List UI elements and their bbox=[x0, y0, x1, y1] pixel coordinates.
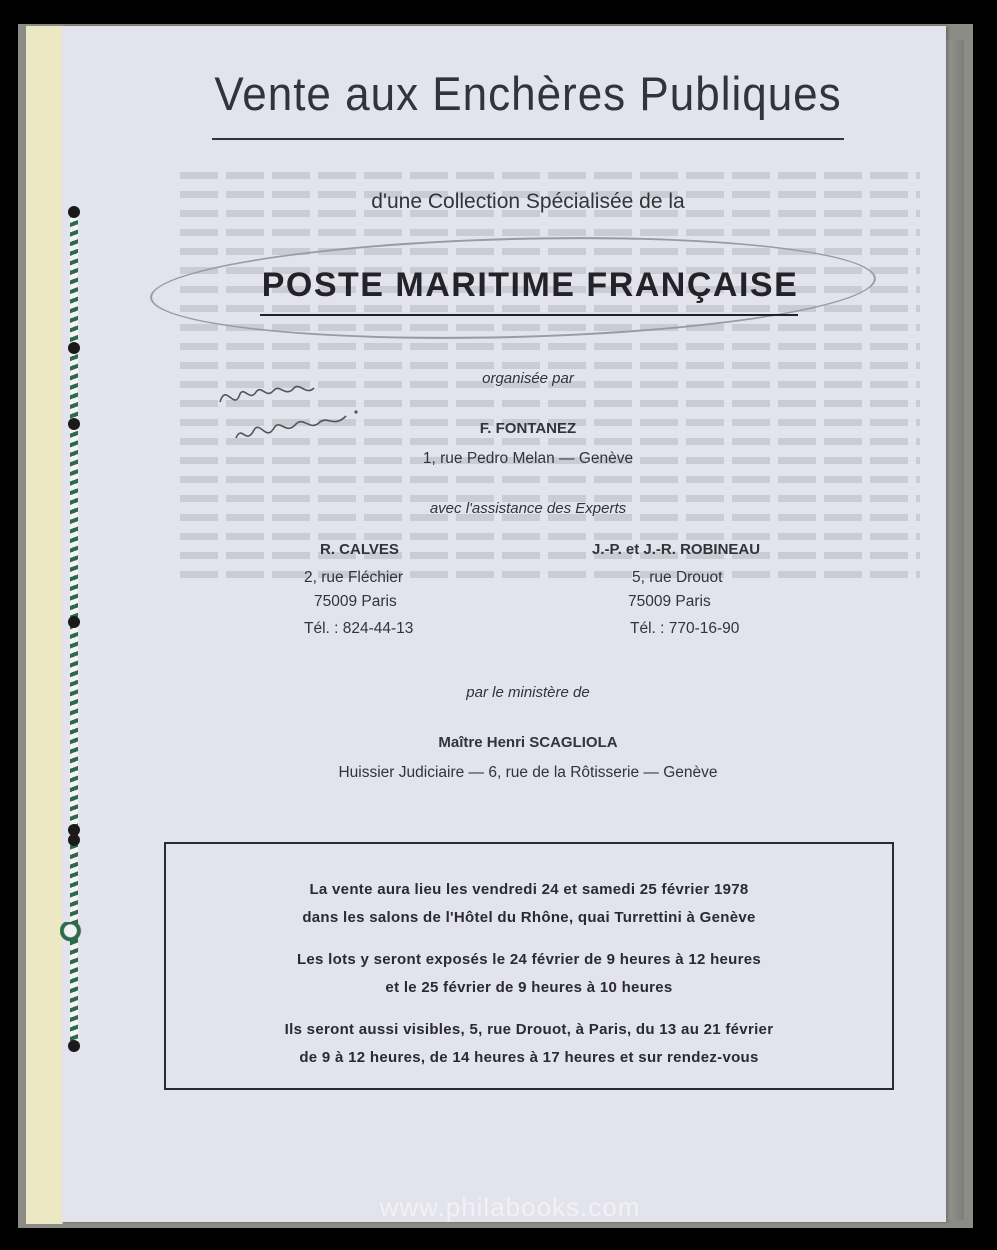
expert-right-name: J.-P. et J.-R. ROBINEAU bbox=[592, 541, 761, 558]
notice-line: et le 25 février de 9 heures à 10 heures bbox=[385, 979, 673, 996]
notice-line: de 9 à 12 heures, de 14 heures à 17 heures et sur rendez-vous bbox=[299, 1049, 759, 1066]
experts-intro: avec l'assistance des Experts bbox=[429, 500, 627, 517]
binding-hole bbox=[68, 206, 80, 218]
main-title-underline bbox=[260, 314, 798, 316]
expert-left-name: R. CALVES bbox=[320, 541, 399, 558]
notice-line: dans les salons de l'Hôtel du Rhône, quai Turrettini à Genève bbox=[302, 909, 756, 926]
binding-hole bbox=[68, 1040, 80, 1052]
ministry-name: Maître Henri SCAGLIOLA bbox=[438, 734, 618, 751]
expert-left-street: 2, rue Fléchier bbox=[304, 569, 404, 586]
expert-right-city: 75009 Paris bbox=[628, 593, 711, 610]
expert-left bbox=[304, 538, 413, 641]
expert-right-phone: Tél. : 770-16-90 bbox=[630, 620, 740, 637]
page-title: Vente aux Enchères Publiques bbox=[214, 68, 842, 121]
expert-left-city: 75009 Paris bbox=[314, 593, 397, 610]
expert-right-street: 5, rue Drouot bbox=[632, 569, 723, 586]
sale-notice-box bbox=[164, 842, 894, 1090]
cover-edge bbox=[26, 26, 63, 1224]
binding-knot bbox=[60, 922, 86, 944]
watermark: www.philabooks.com bbox=[379, 1192, 641, 1222]
organizer-intro: organisée par bbox=[482, 370, 574, 387]
notice-line: La vente aura lieu les vendredi 24 et samedi 25 février 1978 bbox=[309, 881, 749, 898]
ministry-intro: par le ministère de bbox=[466, 684, 590, 701]
organizer-address: 1, rue Pedro Melan — Genève bbox=[422, 450, 634, 467]
binding-hole bbox=[68, 418, 80, 430]
expert-right bbox=[592, 538, 760, 641]
expert-left-phone: Tél. : 824-44-13 bbox=[304, 620, 414, 637]
title-underline bbox=[212, 138, 844, 140]
main-title: POSTE MARITIME FRANÇAISE bbox=[261, 266, 799, 304]
binding-hole bbox=[68, 616, 80, 628]
binding-hole bbox=[68, 342, 80, 354]
page-subtitle: d'une Collection Spécialisée de la bbox=[371, 190, 685, 213]
notice-line: Les lots y seront exposés le 24 février de 9 heures à 12 heures bbox=[296, 951, 762, 968]
ministry-address: Huissier Judiciaire — 6, rue de la Rôtisserie — Genève bbox=[338, 764, 718, 781]
notice-line: Ils seront aussi visibles, 5, rue Drouot, à Paris, du 13 au 21 février bbox=[284, 1021, 774, 1038]
binding-hole bbox=[68, 834, 80, 846]
organizer-name: F. FONTANEZ bbox=[479, 420, 577, 437]
page-stack-edge bbox=[944, 40, 964, 1220]
